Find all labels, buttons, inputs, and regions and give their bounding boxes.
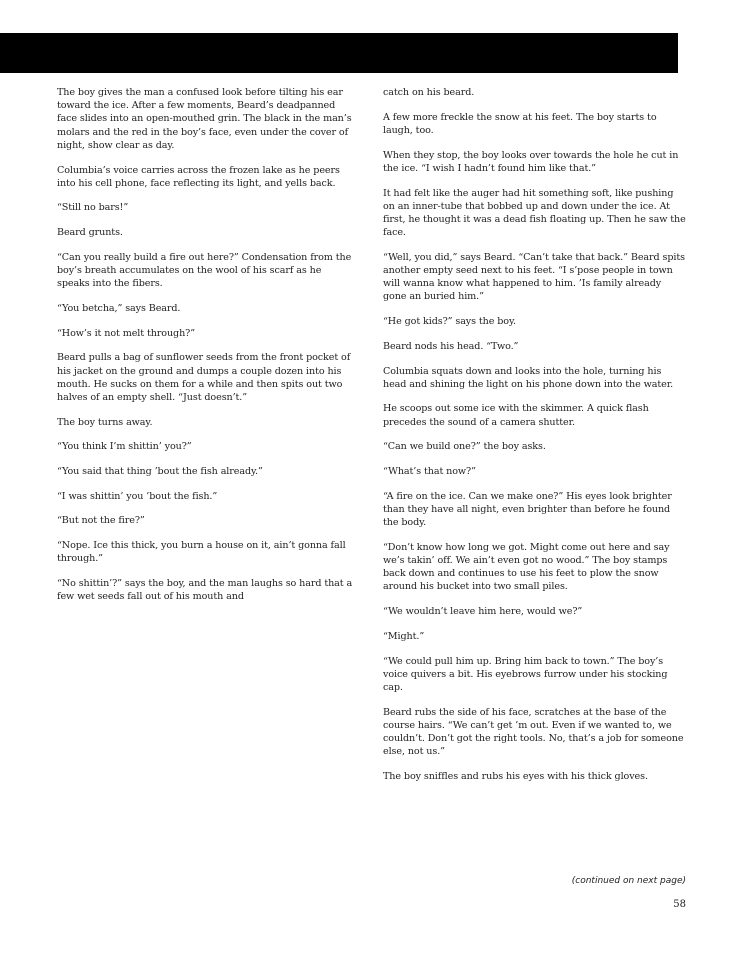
paragraph: “Can we build one?” the boy asks. (383, 441, 546, 453)
paragraph: The boy turns away. (57, 416, 153, 428)
paragraph: “Might.” (383, 630, 425, 642)
paragraph: “No shittin’?” says the boy, and the man laughs so hard that a few wet seeds fall out of his mouth and (57, 578, 353, 603)
paragraph: Columbia squats down and looks into the hole, turning his head and shining the light on his phone down into the water. (383, 365, 674, 390)
paragraph: “How’s it not melt through?” (57, 327, 196, 339)
paragraph: Beard grunts. (57, 227, 123, 239)
paragraph: The boy sniffles and rubs his eyes with his thick gloves. (383, 771, 648, 783)
page-number: 58 (673, 899, 686, 910)
paragraph: “I was shittin’ you ’bout the fish.” (57, 490, 218, 502)
right-column (383, 86, 687, 795)
paragraph: “We could pull him up. Bring him back to town.” The boy’s voice quivers a bit. His eyebrows furrow under his stocking cap. (383, 655, 668, 693)
paragraph: Columbia’s voice carries across the frozen lake as he peers into his cell phone, face reflecting its light, and yells back. (57, 164, 340, 189)
paragraph: Beard nods his head. “Two.” (383, 340, 519, 352)
paragraph: When they stop, the boy looks over towards the hole he cut in the ice. “I wish I hadn’t found him like that.” (383, 149, 679, 174)
paragraph: “You betcha,” says Beard. (57, 302, 181, 314)
paragraph: He scoops out some ice with the skimmer. A quick flash precedes the sound of a camera shutter. (383, 403, 649, 428)
paragraph: “You said that thing ’bout the fish already.” (57, 466, 263, 478)
paragraph: It had felt like the auger had hit something soft, like pushing on an inner-tube that bobbed up and down under the ice. At first, he thought it was a dead fish floating up. Then he saw the face. (383, 187, 686, 239)
paragraph: The boy gives the man a confused look before tilting his ear toward the ice. After a few moments, Beard’s deadpanned face slides into an open-mouthed grin. The black in the man’s molars and the red in the boy’s face, even under the cover of night, show clear as day. (57, 87, 352, 151)
paragraph: “Don’t know how long we got. Might come out here and say we’s takin’ off. We ain’t even got no wood.” The boy stamps back down and continues to use his feet to plow the snow around his bucket into two small piles. (383, 541, 670, 593)
paragraph: “You think I’m shittin’ you?” (57, 441, 192, 453)
paragraph: “Still no bars!” (57, 202, 129, 214)
paragraph: “Nope. Ice this thick, you burn a house on it, ain’t gonna fall through.” (57, 540, 346, 565)
paragraph: catch on his beard. (383, 87, 475, 98)
paragraph: “He got kids?” says the boy. (383, 316, 516, 328)
paragraph: “A fire on the ice. Can we make one?” His eyes look brighter than they have all night, even brighter than before he found the body. (383, 490, 672, 529)
paragraph: “Can you really build a fire out here?” Condensation from the boy’s breath accumulates on the wool of his scarf as he speaks into the fibers. (57, 251, 352, 290)
paragraph: “What’s that now?” (383, 466, 476, 478)
paragraph: “But not the fire?” (57, 515, 145, 527)
continued-note: (continued on next page) (571, 876, 686, 886)
paragraph: A few more freckle the snow at his feet. The boy starts to laugh, too. (383, 111, 657, 136)
paragraph: Beard pulls a bag of sunflower seeds from the front pocket of his jacket on the ground and dumps a couple dozen into his mouth. He sucks on them for a while and then spits out two halves of an empty shell. “Just doesn’t.” (57, 352, 351, 403)
left-column (57, 86, 355, 615)
paragraph: Beard rubs the side of his face, scratches at the base of the course hairs. “We can’t get ’m out. Even if we wanted to, we couldn’t. Don’t got the right tools. No, that’s a job for someone else, not us.” (383, 706, 684, 758)
paragraph: “Well, you did,” says Beard. “Can’t take that back.” Beard spits another empty seed next to his feet. “I s’pose people in town will wanna know what happened to him. ’Is family already gone an buried him.” (383, 251, 685, 303)
header-bar (0, 33, 678, 73)
paragraph: “We wouldn’t leave him here, would we?” (383, 606, 583, 618)
